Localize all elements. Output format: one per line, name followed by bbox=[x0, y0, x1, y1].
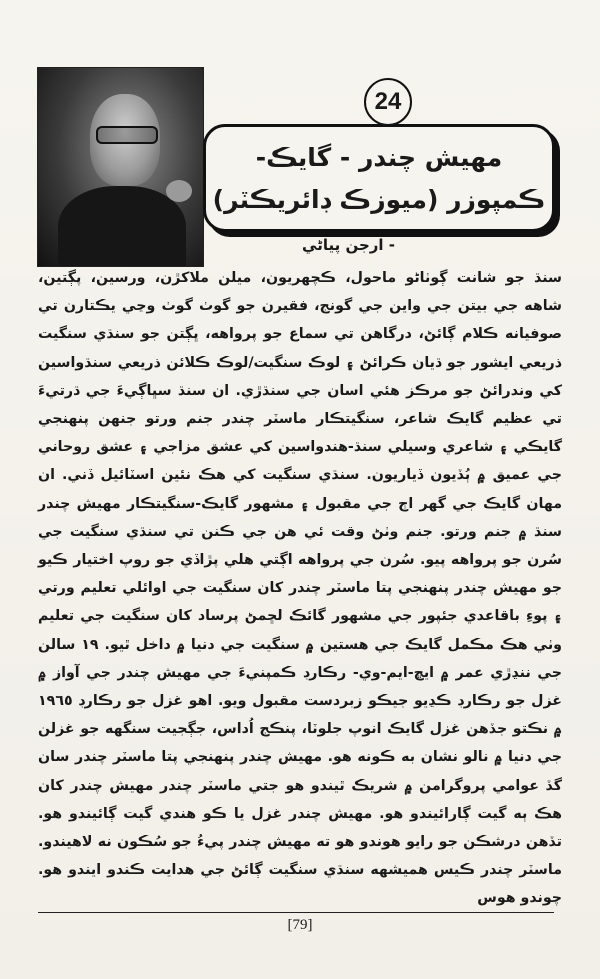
chapter-title-box bbox=[203, 124, 555, 232]
body-paragraph: سنڌ جو شانت ڳوٺاڻو ماحول، ڪچهريون، ميلن ملاکڙن، ورسين، پڳتين، شاهه جي بيتن جي واين جي گونج، فقيرن جو گوٺ گوٺ وڃي يڪتارن تي صوفيانه ڪلام ڳائڻ، درگاهن تي سماع جو پرواهه، ڀڳتن جو سنڌي سنگيت ذريعي ايشور جو ڌيان ڪرائڻ ۽ لوڪ سنگيت/لوڪ ڪلائن ذريعي سنڌواسين کي وندرائڻ جو مرڪز هئي اسان جي سنڌڙي. ان سنڌ سڀاڳيءَ جي ڌرتيءَ تي عظيم گايڪ شاعر، سنگيتڪار ماسٽر چندر جنم ورتو جنهن پنهنجي گايڪي ۽ شاعري وسيلي سنڌ-هندواسين کي عشق مزاجي ۽ عشق روحاني جي عميق ۾ ٻُڏيون ڏياريون. سنڌي سنگيت کي هڪ نئين اسٽائيل ڏني. ان مهان گايڪ جي گهر اڄ جي مقبول ۽ مشهور گايڪ-سنگيتڪار مهيش چندر سنڌ ۾ جنم ورتو. جنم وٺڻ وقت ئي هن جي ڪنن تي سنڌي سنگيت جي سُرن جو پرواهه پيو. سُرن جي پرواهه اڳتي هلي پڙاڏي جو روپ اختيار ڪيو جو مهيش چندر پنهنجي پتا ماسٽر چندر کان سنگيت جي اوائلي تعليم ورتي ۽ پوءِ باقاعدي جئپور جي مشهور گائڪ لڇمڻ پرساد کان سنگيت جي تعليم وٺي هڪ مڪمل گايڪ جي هستين ۾ سنگيت جي دنيا ۾ داخل ٿيو. ١٩ سالن جي ننڍڙي عمر ۾ ايڇ-ايم-وي- رڪارڊ ڪمپنيءَ جي مهيش چندر جي آواز ۾ غزل جو رڪارڊ ڪڍيو جيڪو زبردست مقبول ويو. اهو غزل جو رڪارڊ ١٩٦٥ ۾ نڪتو جڏهن غزل گايڪ انوپ جلوٽا، پنڪج اُداس، جڳجيت سنگهه جو غزلن جي دنيا ۾ نالو نشان به ڪونه هو. مهيش چندر پنهنجي پتا ماسٽر چندر سان گڏ عوامي پروگرامن ۾ شريڪ ٿيندو هو جتي ماسٽر چندر مهيش چندر کان هڪ ٻه گيت ڳارائيندو هو. مهيش چندر غزل يا ڪو هندي گيت ڳائيندو هو. تڏهن درشڪن جو رايو هوندو هو ته مهيش چندر پيءُ جو سُڪون نه لاهيندو. ماسٽر چندر ڪيس هميشهه سنڌي سنگيت ڳائڻ جي هدايت ڪندو ايندو هو. چوندو هوس bbox=[38, 270, 562, 907]
chapter-number: 24 bbox=[374, 88, 402, 115]
author-portrait-photo bbox=[37, 67, 204, 267]
author-byline: - ارجن پياڻي bbox=[302, 236, 395, 254]
portrait-glasses bbox=[96, 126, 158, 144]
portrait-hand bbox=[166, 180, 192, 202]
chapter-title-line2: ڪمپوزر (ميوزڪ ڊائريڪٽر) bbox=[212, 185, 546, 214]
page-number: [79] bbox=[287, 917, 313, 933]
portrait-body bbox=[58, 186, 186, 267]
article-body bbox=[38, 264, 562, 913]
chapter-title-line1: مهيش چندر - گايڪ- bbox=[255, 143, 503, 172]
chapter-number-badge bbox=[364, 78, 412, 126]
footer-rule bbox=[38, 912, 554, 913]
